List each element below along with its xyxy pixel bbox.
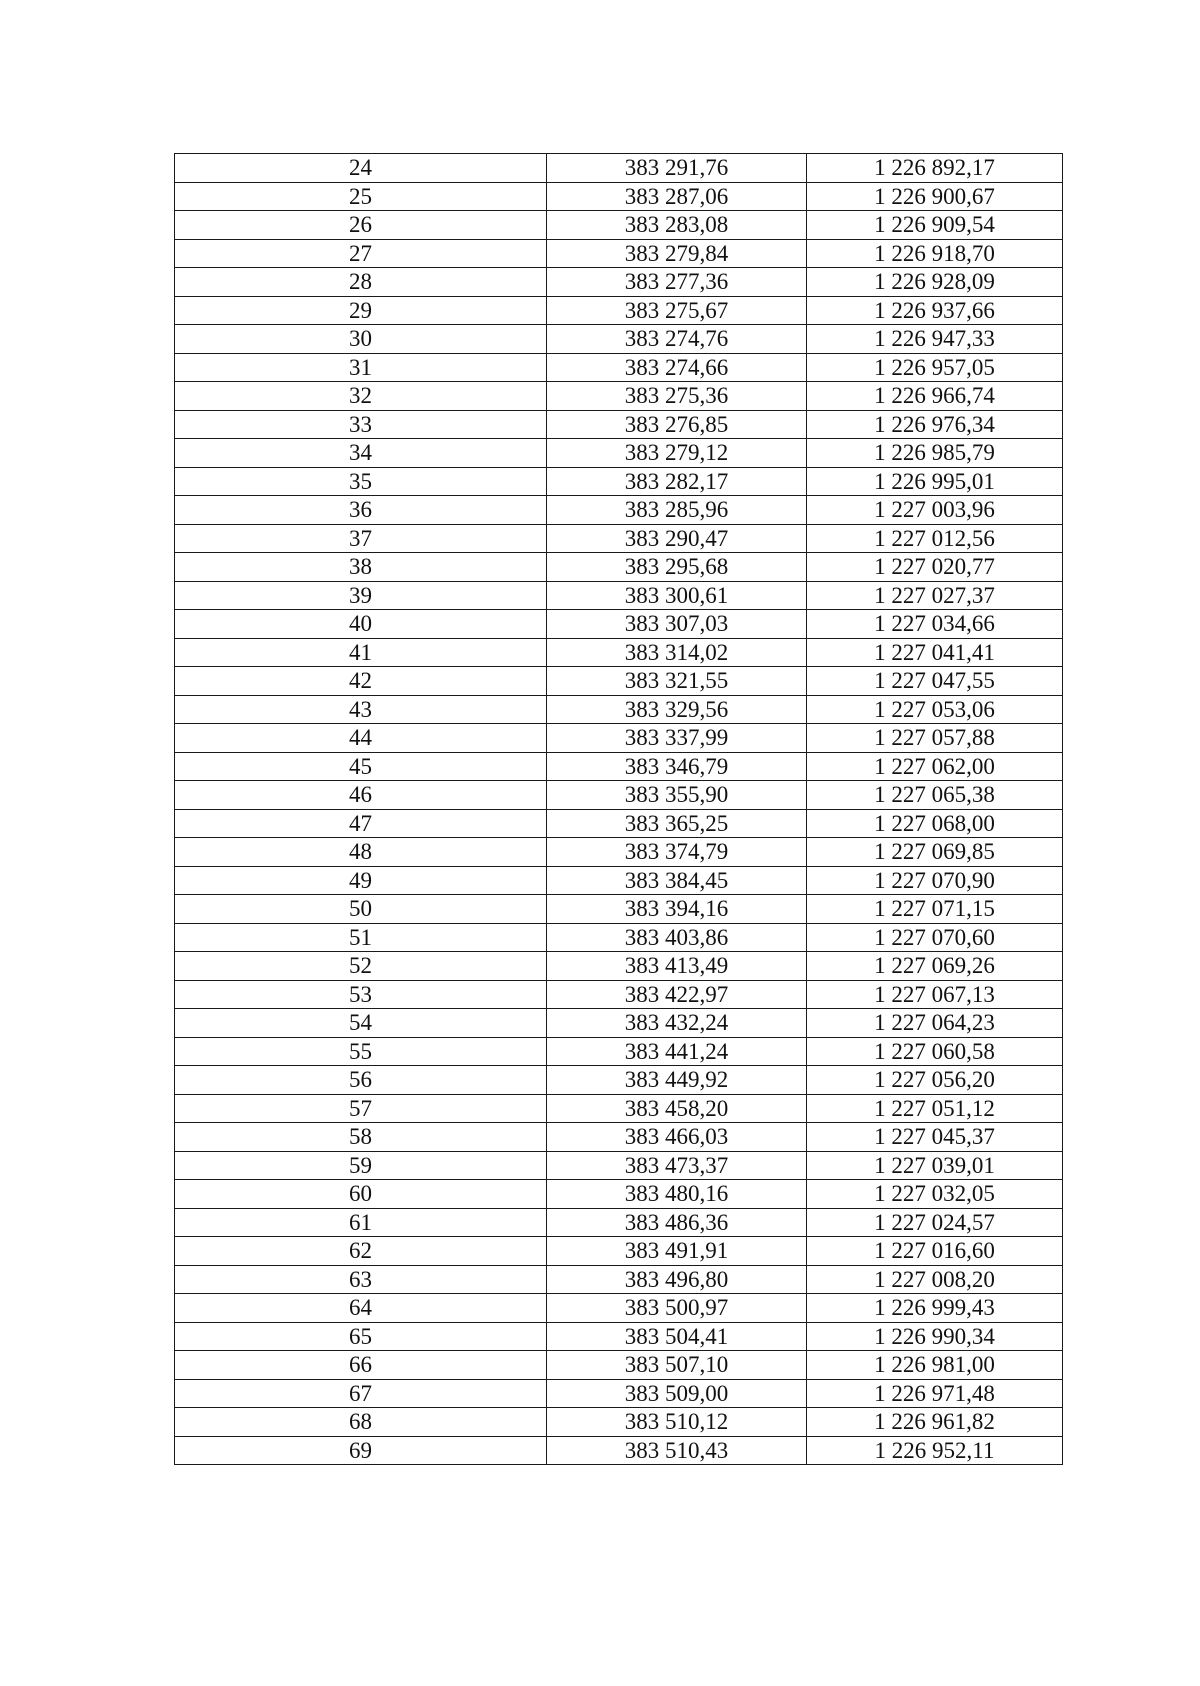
y-coordinate-cell: 1 227 056,20: [807, 1066, 1063, 1095]
point-number-cell: 32: [175, 382, 547, 411]
x-coordinate-cell: 383 466,03: [547, 1123, 807, 1152]
table-row: [175, 439, 1063, 468]
table-row: [175, 809, 1063, 838]
table-row: [175, 1237, 1063, 1266]
table-row: [175, 410, 1063, 439]
x-coordinate-cell: 383 282,17: [547, 467, 807, 496]
y-coordinate-cell: 1 227 067,13: [807, 980, 1063, 1009]
point-number-cell: 58: [175, 1123, 547, 1152]
y-coordinate-cell: 1 227 008,20: [807, 1265, 1063, 1294]
point-number-cell: 24: [175, 154, 547, 183]
y-coordinate-cell: 1 227 012,56: [807, 524, 1063, 553]
x-coordinate-cell: 383 355,90: [547, 781, 807, 810]
x-coordinate-cell: 383 279,12: [547, 439, 807, 468]
table-row: [175, 1208, 1063, 1237]
x-coordinate-cell: 383 321,55: [547, 667, 807, 696]
y-coordinate-cell: 1 227 053,06: [807, 695, 1063, 724]
y-coordinate-cell: 1 226 909,54: [807, 211, 1063, 240]
y-coordinate-cell: 1 227 039,01: [807, 1151, 1063, 1180]
table-row: [175, 1379, 1063, 1408]
x-coordinate-cell: 383 458,20: [547, 1094, 807, 1123]
table-row: [175, 1037, 1063, 1066]
y-coordinate-cell: 1 226 971,48: [807, 1379, 1063, 1408]
table-row: [175, 1351, 1063, 1380]
x-coordinate-cell: 383 295,68: [547, 553, 807, 582]
x-coordinate-cell: 383 346,79: [547, 752, 807, 781]
x-coordinate-cell: 383 480,16: [547, 1180, 807, 1209]
x-coordinate-cell: 383 337,99: [547, 724, 807, 753]
x-coordinate-cell: 383 287,06: [547, 182, 807, 211]
x-coordinate-cell: 383 500,97: [547, 1294, 807, 1323]
table-row: [175, 239, 1063, 268]
point-number-cell: 30: [175, 325, 547, 354]
y-coordinate-cell: 1 227 016,60: [807, 1237, 1063, 1266]
table-row: [175, 296, 1063, 325]
y-coordinate-cell: 1 227 069,26: [807, 952, 1063, 981]
table-row: [175, 353, 1063, 382]
x-coordinate-cell: 383 510,43: [547, 1436, 807, 1465]
point-number-cell: 25: [175, 182, 547, 211]
point-number-cell: 53: [175, 980, 547, 1009]
x-coordinate-cell: 383 329,56: [547, 695, 807, 724]
y-coordinate-cell: 1 226 928,09: [807, 268, 1063, 297]
point-number-cell: 34: [175, 439, 547, 468]
y-coordinate-cell: 1 226 961,82: [807, 1408, 1063, 1437]
x-coordinate-cell: 383 422,97: [547, 980, 807, 1009]
x-coordinate-cell: 383 283,08: [547, 211, 807, 240]
x-coordinate-cell: 383 274,66: [547, 353, 807, 382]
table-row: [175, 154, 1063, 183]
point-number-cell: 54: [175, 1009, 547, 1038]
table-row: [175, 952, 1063, 981]
y-coordinate-cell: 1 227 051,12: [807, 1094, 1063, 1123]
x-coordinate-cell: 383 300,61: [547, 581, 807, 610]
table-row: [175, 1322, 1063, 1351]
table-row: [175, 1009, 1063, 1038]
point-number-cell: 56: [175, 1066, 547, 1095]
y-coordinate-cell: 1 227 034,66: [807, 610, 1063, 639]
point-number-cell: 48: [175, 838, 547, 867]
point-number-cell: 33: [175, 410, 547, 439]
x-coordinate-cell: 383 507,10: [547, 1351, 807, 1380]
table-row: [175, 838, 1063, 867]
coordinates-table-body: [175, 154, 1063, 1465]
point-number-cell: 40: [175, 610, 547, 639]
x-coordinate-cell: 383 290,47: [547, 524, 807, 553]
x-coordinate-cell: 383 449,92: [547, 1066, 807, 1095]
point-number-cell: 44: [175, 724, 547, 753]
point-number-cell: 42: [175, 667, 547, 696]
table-row: [175, 553, 1063, 582]
point-number-cell: 45: [175, 752, 547, 781]
table-row: [175, 1436, 1063, 1465]
x-coordinate-cell: 383 432,24: [547, 1009, 807, 1038]
x-coordinate-cell: 383 504,41: [547, 1322, 807, 1351]
x-coordinate-cell: 383 384,45: [547, 866, 807, 895]
x-coordinate-cell: 383 510,12: [547, 1408, 807, 1437]
table-row: [175, 467, 1063, 496]
table-row: [175, 695, 1063, 724]
y-coordinate-cell: 1 227 045,37: [807, 1123, 1063, 1152]
point-number-cell: 38: [175, 553, 547, 582]
x-coordinate-cell: 383 276,85: [547, 410, 807, 439]
table-row: [175, 752, 1063, 781]
point-number-cell: 63: [175, 1265, 547, 1294]
x-coordinate-cell: 383 365,25: [547, 809, 807, 838]
point-number-cell: 62: [175, 1237, 547, 1266]
table-row: [175, 268, 1063, 297]
point-number-cell: 28: [175, 268, 547, 297]
point-number-cell: 60: [175, 1180, 547, 1209]
point-number-cell: 39: [175, 581, 547, 610]
point-number-cell: 41: [175, 638, 547, 667]
x-coordinate-cell: 383 403,86: [547, 923, 807, 952]
point-number-cell: 43: [175, 695, 547, 724]
point-number-cell: 31: [175, 353, 547, 382]
point-number-cell: 61: [175, 1208, 547, 1237]
table-row: [175, 667, 1063, 696]
table-row: [175, 1180, 1063, 1209]
point-number-cell: 46: [175, 781, 547, 810]
table-row: [175, 1066, 1063, 1095]
y-coordinate-cell: 1 226 892,17: [807, 154, 1063, 183]
y-coordinate-cell: 1 227 069,85: [807, 838, 1063, 867]
coordinates-table: [174, 153, 1063, 1465]
y-coordinate-cell: 1 227 032,05: [807, 1180, 1063, 1209]
point-number-cell: 68: [175, 1408, 547, 1437]
y-coordinate-cell: 1 227 020,77: [807, 553, 1063, 582]
x-coordinate-cell: 383 413,49: [547, 952, 807, 981]
x-coordinate-cell: 383 314,02: [547, 638, 807, 667]
table-row: [175, 1294, 1063, 1323]
point-number-cell: 50: [175, 895, 547, 924]
point-number-cell: 26: [175, 211, 547, 240]
x-coordinate-cell: 383 277,36: [547, 268, 807, 297]
x-coordinate-cell: 383 275,36: [547, 382, 807, 411]
point-number-cell: 51: [175, 923, 547, 952]
y-coordinate-cell: 1 226 947,33: [807, 325, 1063, 354]
x-coordinate-cell: 383 496,80: [547, 1265, 807, 1294]
point-number-cell: 67: [175, 1379, 547, 1408]
table-row: [175, 382, 1063, 411]
point-number-cell: 65: [175, 1322, 547, 1351]
y-coordinate-cell: 1 227 064,23: [807, 1009, 1063, 1038]
table-row: [175, 1123, 1063, 1152]
table-row: [175, 581, 1063, 610]
point-number-cell: 35: [175, 467, 547, 496]
table-row: [175, 866, 1063, 895]
table-row: [175, 895, 1063, 924]
table-row: [175, 496, 1063, 525]
table-row: [175, 781, 1063, 810]
x-coordinate-cell: 383 509,00: [547, 1379, 807, 1408]
x-coordinate-cell: 383 374,79: [547, 838, 807, 867]
x-coordinate-cell: 383 279,84: [547, 239, 807, 268]
y-coordinate-cell: 1 227 065,38: [807, 781, 1063, 810]
y-coordinate-cell: 1 227 057,88: [807, 724, 1063, 753]
point-number-cell: 52: [175, 952, 547, 981]
x-coordinate-cell: 383 275,67: [547, 296, 807, 325]
y-coordinate-cell: 1 227 070,90: [807, 866, 1063, 895]
x-coordinate-cell: 383 274,76: [547, 325, 807, 354]
y-coordinate-cell: 1 226 966,74: [807, 382, 1063, 411]
x-coordinate-cell: 383 285,96: [547, 496, 807, 525]
point-number-cell: 64: [175, 1294, 547, 1323]
table-row: [175, 610, 1063, 639]
y-coordinate-cell: 1 226 918,70: [807, 239, 1063, 268]
y-coordinate-cell: 1 227 027,37: [807, 581, 1063, 610]
table-row: [175, 211, 1063, 240]
y-coordinate-cell: 1 226 957,05: [807, 353, 1063, 382]
x-coordinate-cell: 383 486,36: [547, 1208, 807, 1237]
table-row: [175, 724, 1063, 753]
table-row: [175, 923, 1063, 952]
table-row: [175, 182, 1063, 211]
point-number-cell: 59: [175, 1151, 547, 1180]
point-number-cell: 66: [175, 1351, 547, 1380]
y-coordinate-cell: 1 226 995,01: [807, 467, 1063, 496]
y-coordinate-cell: 1 226 985,79: [807, 439, 1063, 468]
table-row: [175, 1151, 1063, 1180]
table-row: [175, 1094, 1063, 1123]
table-row: [175, 524, 1063, 553]
y-coordinate-cell: 1 226 990,34: [807, 1322, 1063, 1351]
table-row: [175, 325, 1063, 354]
point-number-cell: 47: [175, 809, 547, 838]
y-coordinate-cell: 1 227 071,15: [807, 895, 1063, 924]
y-coordinate-cell: 1 227 041,41: [807, 638, 1063, 667]
y-coordinate-cell: 1 227 047,55: [807, 667, 1063, 696]
point-number-cell: 57: [175, 1094, 547, 1123]
point-number-cell: 55: [175, 1037, 547, 1066]
y-coordinate-cell: 1 227 003,96: [807, 496, 1063, 525]
y-coordinate-cell: 1 226 976,34: [807, 410, 1063, 439]
point-number-cell: 29: [175, 296, 547, 325]
table-row: [175, 638, 1063, 667]
x-coordinate-cell: 383 473,37: [547, 1151, 807, 1180]
x-coordinate-cell: 383 307,03: [547, 610, 807, 639]
y-coordinate-cell: 1 227 070,60: [807, 923, 1063, 952]
table-row: [175, 1265, 1063, 1294]
point-number-cell: 27: [175, 239, 547, 268]
y-coordinate-cell: 1 226 981,00: [807, 1351, 1063, 1380]
x-coordinate-cell: 383 441,24: [547, 1037, 807, 1066]
point-number-cell: 49: [175, 866, 547, 895]
point-number-cell: 69: [175, 1436, 547, 1465]
y-coordinate-cell: 1 227 024,57: [807, 1208, 1063, 1237]
y-coordinate-cell: 1 227 062,00: [807, 752, 1063, 781]
y-coordinate-cell: 1 226 937,66: [807, 296, 1063, 325]
y-coordinate-cell: 1 226 999,43: [807, 1294, 1063, 1323]
x-coordinate-cell: 383 491,91: [547, 1237, 807, 1266]
table-row: [175, 1408, 1063, 1437]
x-coordinate-cell: 383 291,76: [547, 154, 807, 183]
y-coordinate-cell: 1 227 060,58: [807, 1037, 1063, 1066]
point-number-cell: 37: [175, 524, 547, 553]
y-coordinate-cell: 1 226 952,11: [807, 1436, 1063, 1465]
table-row: [175, 980, 1063, 1009]
y-coordinate-cell: 1 226 900,67: [807, 182, 1063, 211]
x-coordinate-cell: 383 394,16: [547, 895, 807, 924]
point-number-cell: 36: [175, 496, 547, 525]
y-coordinate-cell: 1 227 068,00: [807, 809, 1063, 838]
